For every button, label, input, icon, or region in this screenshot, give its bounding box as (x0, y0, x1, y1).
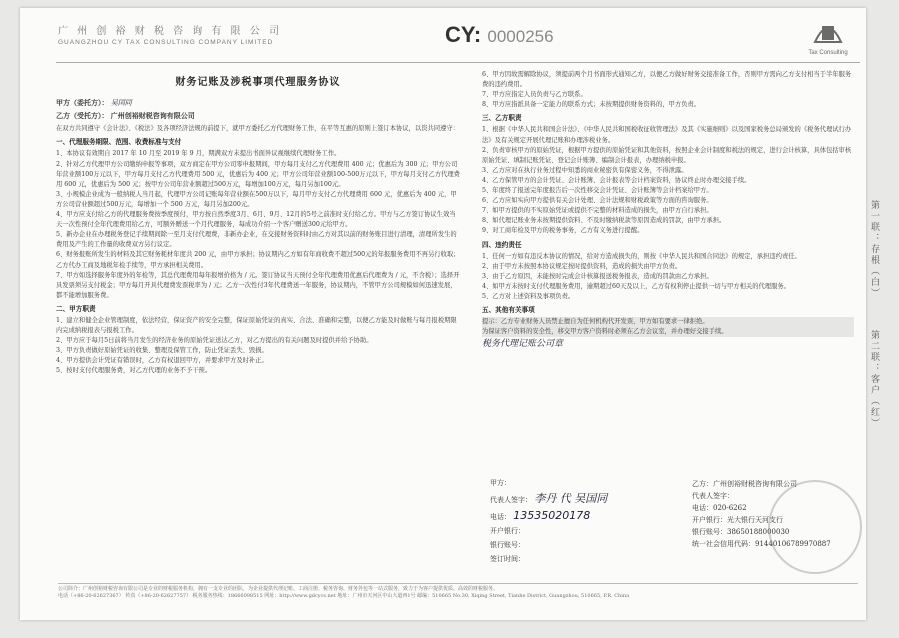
sig-b-credit-code: 统一社会信用代码：91440106789970887 (692, 540, 831, 548)
contract-sheet (20, 8, 866, 620)
sig-a-rep-label: 代表人签字： (490, 496, 532, 504)
clause-2-2: 2、甲方应于每月5日前将当月发生的经济业务的原始凭证送达乙方，对乙方提出的有关问题及时提供并给予协助。 (56, 337, 373, 345)
section-2-heading: 二、甲方职责 (56, 304, 96, 313)
left-column (56, 70, 460, 377)
clause-1-2: 2、针对乙方代理甲方公司缴纳申报等事项，双方商定在甲方公司零申报期间，甲方每月支付乙方代理费用 400 元；优惠后为 300 元；甲方公司年营业额100万元以下，甲方每月支付乙方代理费用 500 元，优惠后为 400 元；甲方公司年营业额100-500万元以下，甲方每月支付乙方代理费用 600 元，优惠后为 500 元；按甲方公司年营业额超过500万元，每增加100万元，每月另加100元。 (56, 160, 460, 188)
clause-3-7: 7、如甲方提供的不实原始凭证或提供不完整的材料造成的损失，由甲方自行承担。 (482, 207, 713, 215)
clause-1-6: 6、财务报账所发生的材料及其它财务耗材年度共 200 元，由甲方承担；协议期内乙方如有年商收费不超过500元的年报服务费用不再另行收取；乙方代办工商及地税年检手续等，甲方承担相关费用。 (56, 251, 460, 269)
clause-3-9: 9、对工商年检及甲方的税务事务，乙方有义务进行提醒。 (482, 227, 644, 235)
party-b-line (56, 111, 460, 121)
clause-1-3: 3、小规模企业成为一般纳税人当月起，代理甲方公司记账每年营业额在500万以下，每月甲方支付乙方代理费用 600 元，优惠后为 400 元，甲方公司营业额超过500万元，每增加一个 500 万元，每月另加200元。 (56, 190, 457, 208)
sig-b-rep: 代表人签字： (692, 492, 734, 500)
logo-icon (811, 18, 845, 48)
clause-4-4: 4、如甲方未按时支付代理服务费用，逾期超过60天及以上，乙方有权利停止提供一切与甲方相关的代理服务。 (482, 282, 790, 290)
clause-2-7: 7、甲方应指定人员负责与乙方联系。 (482, 91, 587, 99)
sig-b-bank: 开户银行：光大银行天河支行 (692, 516, 783, 524)
clause-2-5: 5、按时支付代理服务费，对乙方代理的业务不予干预。 (56, 367, 212, 375)
other-notice-1: 提示：乙方专业财务人员禁止擅自为任何机构代开发票，甲方如有要求一律拒绝。 (482, 317, 854, 327)
company-logo (798, 18, 858, 56)
sig-a-name: 李丹 代 吴国同 (534, 492, 608, 505)
sig-a-phone: 13535020178 (513, 509, 591, 522)
clause-1-4: 4、甲方应支付给乙方的代理服务费按季度预付，甲方按自然季度3月、6月、9月、12月的5号之前准时支付给乙方。甲方与乙方签订协议生效当天一次性预付全年代理费用给乙方，可额外赠送一个月代理服务，每成功介绍一个客户赠送300元给甲方。 (56, 211, 456, 229)
clause-4-2: 2、由于甲方未按照本协议规定按时提供资料，造成的损失由甲方负责。 (482, 262, 682, 270)
serial-value: 0000256 (487, 27, 554, 46)
footer-company-intro: 公司简介：广州创裕财税咨询有限公司是专业的财税服务机构，拥有一支专业的团队，为企业提供代理记账、工商注册、税务咨询、财务外包等一站式服务，致力于为客户提供优质、高效的财税服务。 (58, 586, 499, 592)
clause-3-5: 5、年度终了报送完年度报告后一次性移交会计凭证、会计账簿等会计档案给甲方。 (482, 187, 713, 195)
company-seal (768, 480, 862, 574)
sig-b-phone: 电话：020-6262 (692, 504, 747, 512)
copy-label-2: 第二联：客户（红） (869, 330, 879, 429)
page-footer (58, 583, 858, 600)
copy-label-1: 第一联：存根（白） (869, 200, 879, 299)
clause-3-4: 4、乙方保管甲方的会计凭证、会计账簿、会计报表等会计档案资料，协议终止时办理交接手续。 (482, 176, 751, 184)
clause-2-8: 8、甲方应指派具备一定能力的联系方式；未按期提供财务资料的，甲方负责。 (482, 101, 701, 109)
party-a-value: 吴国同 (110, 99, 132, 108)
section-4-heading: 四、违约责任 (482, 240, 522, 249)
right-column (482, 70, 854, 349)
company-header (58, 22, 378, 46)
document-title: 财务记账及涉税事项代理服务协议 (175, 77, 341, 88)
clause-3-3: 3、乙方应对在执行业务过程中知悉的商业秘密负有保密义务，不得泄露。 (482, 166, 688, 174)
sig-a-date: 签订时间： (490, 555, 525, 563)
clause-2-1: 1、建立和健全企业管理制度，依法经营，保证资产的安全完整，保证原始凭证的真实、合法、准确和完整，以便乙方能及时做账与每月报税期限内完成纳税报表与报税工作。 (56, 316, 457, 335)
clause-4-5: 5、乙方对上述资料及事项负责。 (482, 292, 575, 300)
company-name-cn: 广 州 创 裕 财 税 咨 询 有 限 公 司 (58, 26, 282, 37)
clause-4-1: 1、任何一方如有违反本协议的情况，给对方造成损失的，则按《中华人民共和国合同法》的规定，承担违约责任。 (482, 252, 801, 260)
clause-2-4: 4、甲方提供会计凭证有错误时，乙方有权退回甲方，并要求甲方及时补正。 (56, 357, 268, 365)
other-notice-2: 为保证客户资料的安全性，移交甲方客户资料时必须在乙方会议室，并办理好交接手续。 (482, 327, 854, 337)
sig-a-account: 银行账号： (490, 541, 525, 549)
party-b-label: 乙方（受托方）： (56, 111, 109, 121)
logo-caption: Tax Consulting (808, 50, 848, 56)
section-5-heading: 五、其他有关事项 (482, 306, 535, 315)
sig-a-bank: 开户银行： (490, 527, 525, 535)
party-a-signature-block (490, 478, 607, 564)
clause-4-3: 3、由于乙方原因，未能按时完成会计核算报送税务报表，造成的罚款由乙方承担。 (482, 272, 713, 280)
clause-3-6: 6、乙方应如实向甲方提供有关会计处理、会计法规和财税政策等方面的咨询服务。 (482, 197, 713, 205)
serial-number (445, 22, 554, 48)
sig-a-label: 甲方： (490, 479, 511, 487)
clause-3-8: 8、如代理记账业务未按期提供资料、不及时缴纳税款等原因造成的罚款，由甲方承担。 (482, 217, 726, 225)
footer-contact: 电话（+86-20-62627367） 传真（+86-20-62627757） 税务服务热线：18666098515 网址：http://www.gdcycs.net 地址：广州市天河区中山大道西1号 邮编：510665 No.30, Xiqing Street, Tianhe District, Guangzhou, 510665, P.R. China (58, 593, 630, 599)
section-3-heading: 三、乙方职责 (482, 114, 522, 123)
header-divider (56, 62, 860, 63)
clause-2-3: 3、甲方负责做好原始凭证的收集、整理及保管工作，防止凭证丢失、毁损。 (56, 347, 268, 355)
intro-text: 在双方共同遵守《会计法》、《税法》及各项经济法规的前提下，就甲方委托乙方代理财务工作，在平等互惠的原则上签订本协议，以资共同遵守： (56, 125, 459, 133)
handwritten-note: 税务代理记账公司章 (482, 339, 564, 350)
sig-a-phone-label: 电话： (490, 513, 511, 521)
clause-3-2: 2、负责审核甲方的原始凭证，根据甲方提供的原始凭证和其他资料，按照企业会计制度和税法的规定，进行会计核算，具体包括审核原始凭证、填制记账凭证、登记会计账簿、编制会计报表，办理纳税申报。 (482, 146, 852, 164)
clause-1-1: 1、本协议有效期自 2017 年 10 月至 2019 年 9 月，期满双方未提出书面异议视继续代理财务工作。 (56, 150, 341, 158)
clause-3-1: 1、根据《中华人民共和国会计法》、《中华人民共和国税收征收管理法》及其《实施细则》以及国家税务总局颁发的《税务代理试行办法》及有关规定开展代理记账和办理涉税业务。 (482, 126, 852, 144)
sig-b-account: 银行账号：38650188000030 (692, 528, 790, 536)
section-1-heading: 一、代理服务期限、范围、收费标准与支付 (56, 138, 182, 147)
clause-2-6: 6、甲方因故需解除协议，须提前两个月书面形式通知乙方，以便乙方做好财务交接准备工作，否则甲方需向乙方支付相当于半年服务费的违约费用。 (482, 71, 852, 89)
party-a-line (56, 98, 460, 108)
clause-1-7: 7、甲方如选择服务年度外的年检等，其总代理费用每年报增价格为 / 元。签订协议当天预付全年代理费用优惠后代理费为 / 元，不含税）；选择开具发票须另支付税金；甲方每月开具代理费发票税率为 / 元；乙方一次性付3年代理费送一年服务，协议期内，不管甲方公司规模如何迅速发展，都不能增加服务费。 (56, 271, 460, 299)
party-a-label: 甲方（委托方）： (56, 98, 109, 108)
sig-b-label: 乙方：广州创裕财税咨询有限公司 (692, 480, 797, 488)
company-name-en: GUANGZHOU CY TAX CONSULTING COMPANY LIMITED (58, 39, 274, 46)
party-b-value: 广州创裕财税咨询有限公司 (110, 111, 195, 121)
clause-1-5: 5、新办企业在办理税务登记手续期间除一至月支付代理费，非新办企业，在交接财务资料时由乙方对其以前的财务账目进行清理，清理所发生的费用及产生的工作量的收费双方另行议定。 (56, 231, 457, 249)
serial-prefix: CY: (445, 22, 482, 47)
